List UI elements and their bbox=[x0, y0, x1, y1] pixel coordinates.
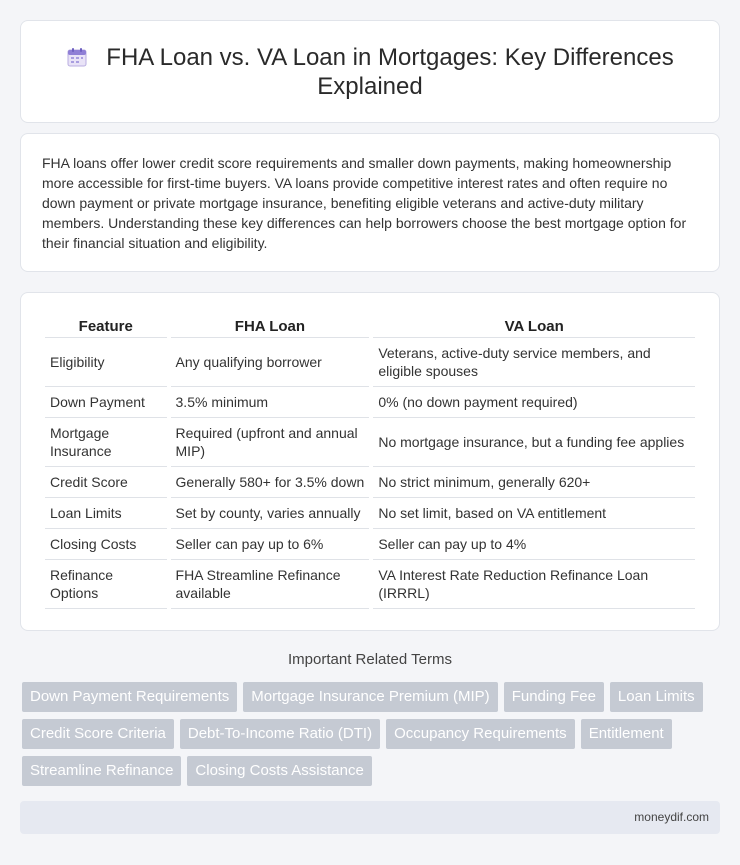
footer-source[interactable]: moneydif.com bbox=[634, 810, 709, 824]
table-row bbox=[45, 529, 695, 560]
feature-cell: Loan Limits bbox=[45, 498, 167, 529]
fha-cell: 3.5% minimum bbox=[171, 387, 370, 418]
fha-cell: Required (upfront and annual MIP) bbox=[171, 418, 370, 467]
tag-loan-limits[interactable]: Loan Limits bbox=[610, 682, 703, 712]
table-row bbox=[45, 338, 695, 387]
va-cell: No mortgage insurance, but a funding fee applies bbox=[373, 418, 695, 467]
table-row bbox=[45, 467, 695, 498]
tag-closing-costs-assistance[interactable]: Closing Costs Assistance bbox=[187, 756, 371, 786]
table-header-row bbox=[45, 315, 695, 338]
fha-cell: Set by county, varies annually bbox=[171, 498, 370, 529]
page-title-wrap bbox=[21, 43, 719, 101]
tag-credit-score-criteria[interactable]: Credit Score Criteria bbox=[22, 719, 174, 749]
va-cell: 0% (no down payment required) bbox=[373, 387, 695, 418]
feature-cell: Mortgage Insurance bbox=[45, 418, 167, 467]
page-title: FHA Loan vs. VA Loan in Mortgages: Key Differences Explained bbox=[106, 44, 674, 100]
tag-funding-fee[interactable]: Funding Fee bbox=[504, 682, 604, 712]
feature-cell: Refinance Options bbox=[45, 560, 167, 609]
tag-mortgage-insurance-premium[interactable]: Mortgage Insurance Premium (MIP) bbox=[243, 682, 497, 712]
comparison-card bbox=[20, 292, 720, 631]
related-terms-tags bbox=[22, 682, 722, 786]
tag-occupancy-requirements[interactable]: Occupancy Requirements bbox=[386, 719, 575, 749]
va-cell: Veterans, active-duty service members, and eligible spouses bbox=[373, 338, 695, 387]
feature-cell: Closing Costs bbox=[45, 529, 167, 560]
tag-down-payment-requirements[interactable]: Down Payment Requirements bbox=[22, 682, 237, 712]
va-cell: No set limit, based on VA entitlement bbox=[373, 498, 695, 529]
title-card bbox=[20, 20, 720, 123]
intro-paragraph: FHA loans offer lower credit score requirements and smaller down payments, making homeownership more accessible for first-time buyers. VA loans provide competitive interest rates and often require no down payment or private mortgage insurance, benefiting eligible veterans and active-duty military members. Understanding these key differences can help borrowers choose the best mortgage option for their financial situation and eligibility. bbox=[42, 155, 687, 251]
intro-card bbox=[20, 133, 720, 272]
comparison-table bbox=[41, 315, 699, 609]
footer bbox=[20, 801, 720, 834]
table-row bbox=[45, 418, 695, 467]
header-feature: Feature bbox=[45, 315, 167, 338]
calendar-icon bbox=[66, 46, 88, 68]
fha-cell: FHA Streamline Refinance available bbox=[171, 560, 370, 609]
tag-entitlement[interactable]: Entitlement bbox=[581, 719, 672, 749]
va-cell: VA Interest Rate Reduction Refinance Loan (IRRRL) bbox=[373, 560, 695, 609]
table-row bbox=[45, 387, 695, 418]
va-cell: No strict minimum, generally 620+ bbox=[373, 467, 695, 498]
va-cell: Seller can pay up to 4% bbox=[373, 529, 695, 560]
feature-cell: Eligibility bbox=[45, 338, 167, 387]
header-fha-loan: FHA Loan bbox=[171, 315, 370, 338]
fha-cell: Generally 580+ for 3.5% down bbox=[171, 467, 370, 498]
fha-cell: Any qualifying borrower bbox=[171, 338, 370, 387]
feature-cell: Down Payment bbox=[45, 387, 167, 418]
header-va-loan: VA Loan bbox=[373, 315, 695, 338]
feature-cell: Credit Score bbox=[45, 467, 167, 498]
related-terms-heading: Important Related Terms bbox=[288, 651, 452, 668]
tag-debt-to-income-ratio[interactable]: Debt-To-Income Ratio (DTI) bbox=[180, 719, 380, 749]
fha-cell: Seller can pay up to 6% bbox=[171, 529, 370, 560]
table-row bbox=[45, 498, 695, 529]
tag-streamline-refinance[interactable]: Streamline Refinance bbox=[22, 756, 181, 786]
table-row bbox=[45, 560, 695, 609]
